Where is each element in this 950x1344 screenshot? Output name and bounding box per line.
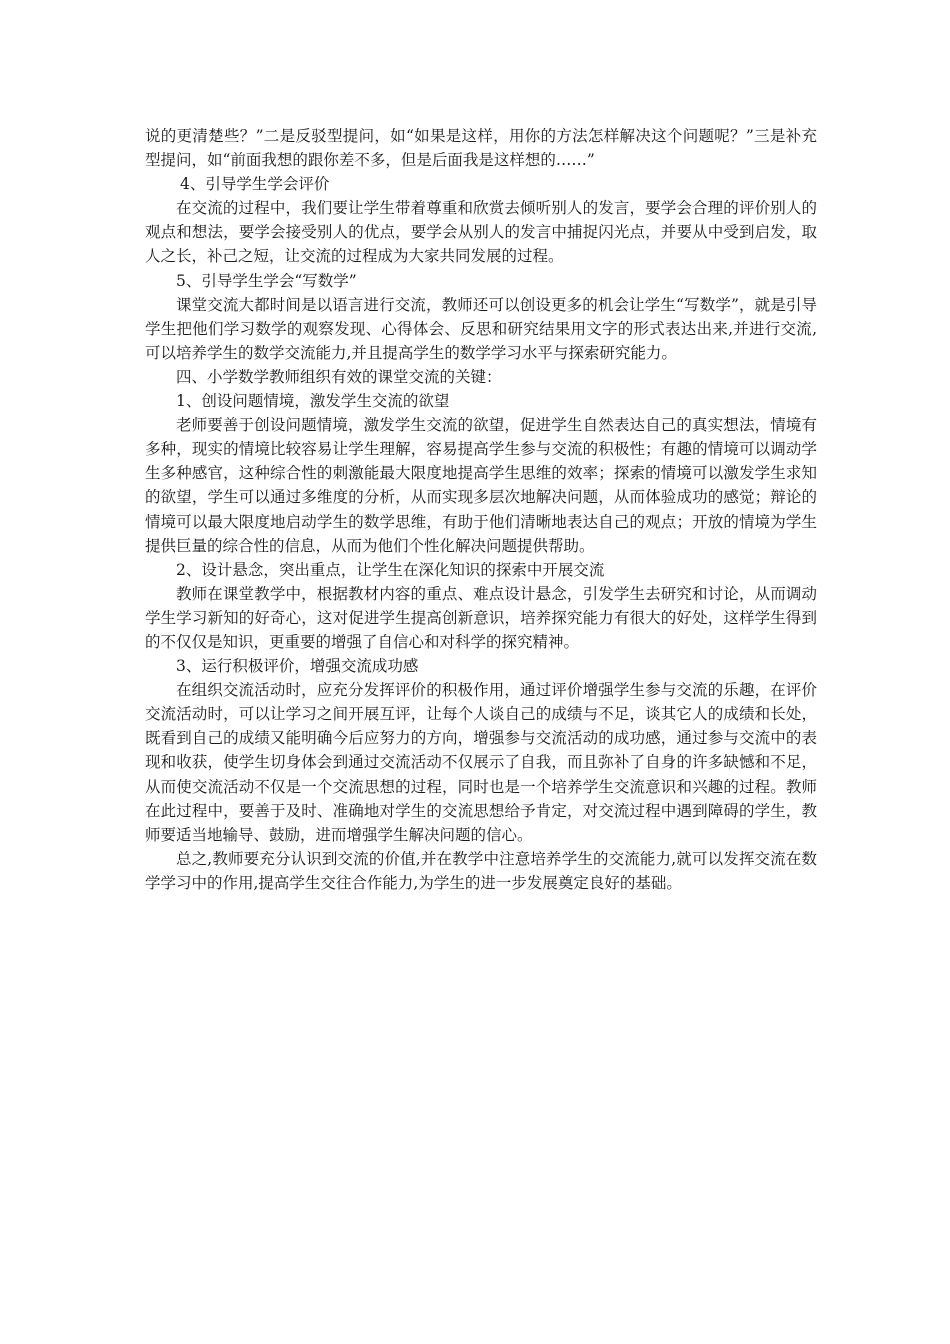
document-body [145,124,817,895]
paragraph-suspense: 教师在课堂教学中，根据教材内容的重点、难点设计悬念，引发学生去研究和讨论，从而调动学生学习新知的好奇心，这对促进学生提高创新意识，培养探究能力有很大的好处，这样学生得到的不仅仅是知识，更重要的增强了自信心和对科学的探究精神。 [145,584,817,651]
paragraph-evaluate: 在交流的过程中，我们要让学生带着尊重和欣赏去倾听别人的发言，要学会合理的评价别人的观点和想法，要学会接受别人的优点，要学会从别人的发言中捕捉闪光点，并要从中受到启发，取人之长，补己之短，让交流的过程成为大家共同发展的过程。 [145,199,817,266]
section-heading-1: 1、创设问题情境，激发学生交流的欲望 [176,392,450,411]
section-heading-5: 5、引导学生学会“写数学” [176,271,357,290]
paragraph-write-math: 课堂交流大都时间是以语言进行交流，教师还可以创设更多的机会让学生“写数学”，就是引导学生把他们学习数学的观察发现、心得体会、反思和研究结果用文字的形式表达出来,并进行交流,可以培养学生的数学交流能力,并且提高学生的数学学习水平与探索研究能力。 [145,295,817,362]
section-heading-3: 3、运行积极评价，增强交流成功感 [176,657,419,676]
paragraph-continued: 说的更清楚些？”二是反驳型提问，如“如果是这样，用你的方法怎样解决这个问题呢？”三是补充型提问，如“前面我想的跟你差不多，但是后面我是这样想的……” [145,127,817,170]
paragraph-summary: 总之,教师要充分认识到交流的价值,并在教学中注意培养学生的交流能力,就可以发挥交流在数学学习中的作用,提高学生交往合作能力,为学生的进一步发展奠定良好的基础。 [145,849,817,892]
paragraph-positive-evaluation: 在组织交流活动时，应充分发挥评价的积极作用，通过评价增强学生参与交流的乐趣，在评价交流活动时，可以让学习之间开展互评，让每个人谈自己的成绩与不足，谈其它人的成绩和长处，既看到自己的成绩又能明确今后应努力的方向，增强参与交流活动的成功感，通过参与交流中的表现和收获，使学生切身体会到通过交流活动不仅展示了自我，而且弥补了自身的许多缺憾和不足，从而使交流活动不仅是一个交流思想的过程，同时也是一个培养学生交流意识和兴趣的过程。教师在此过程中，要善于及时、准确地对学生的交流思想给予肯定，对交流过程中遇到障碍的学生，教师要适当地输导、鼓励，进而增强学生解决问题的信心。 [145,681,817,844]
section-heading-4: 4、引导学生学会评价 [180,175,330,194]
paragraph-situation: 老师要善于创设问题情境，激发学生交流的欲望，促进学生自然表达自己的真实想法，情境有多种，现实的情境比较容易让学生理解，容易提高学生参与交流的积极性；有趣的情境可以调动学生多种感官，这种综合性的刺激能最大限度地提高学生思维的效率；探索的情境可以激发学生求知的欲望，学生可以通过多维度的分析，从而实现多层次地解决问题，从而体验成功的感觉；辩论的情境可以最大限度地启动学生的数学思维，有助于他们清晰地表达自己的观点；开放的情境为学生提供巨量的综合性的信息，从而为他们个性化解决问题提供帮助。 [145,416,817,555]
section-heading-four: 四、小学数学教师组织有效的课堂交流的关键： [176,367,502,386]
section-heading-2: 2、设计悬念，突出重点，让学生在深化知识的探索中开展交流 [176,560,605,579]
